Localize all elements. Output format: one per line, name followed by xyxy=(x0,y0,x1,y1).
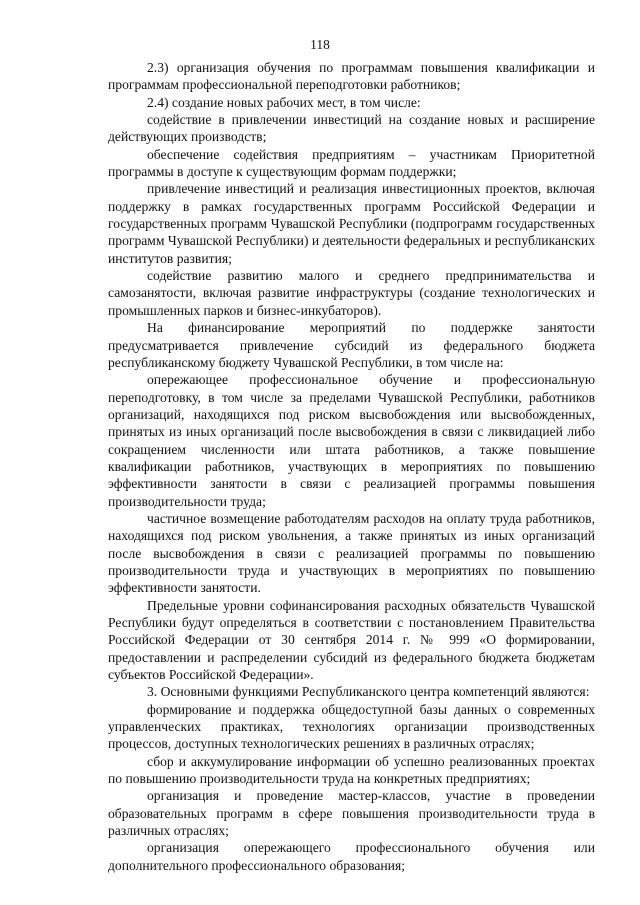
paragraph: 2.3) организация обучения по программам повышения квалификации и программам профессиональной переподготовки работников; xyxy=(108,60,595,93)
paragraph: содействие развитию малого и среднего предпринимательства и самозанятости, включая развитие инфраструктуры (создание технологических и промышленных парков и бизнес-инкубаторов). xyxy=(108,268,595,318)
paragraph: организация и проведение мастер-классов, участие в проведении образовательных программ в сфере повышения производительности труда в различных отраслях; xyxy=(108,788,595,839)
paragraph: 2.4) создание новых рабочих мест, в том числе: xyxy=(147,94,421,110)
body-text xyxy=(108,59,595,874)
paragraph: опережающее профессиональное обучение и профессиональную переподготовку, в том числе за пределами Чувашской Республики, работников организаций, находящихся под риском высвобождения или высвобожденных, принятых из иных организаций после высвобождения в связи с ликвидацией либо сокращением численности или штата работников, а также повышение квалификации работников, участвующих в мероприятиях по повышению эффективности занятости в связи с реализацией программы повышения производительности труда; xyxy=(108,372,595,509)
paragraph: обеспечение содействия предприятиям – участникам Приоритетной программы в доступе к существующим формам поддержки; xyxy=(108,146,595,180)
paragraph: сбор и аккумулирование информации об успешно реализованных проектах по повышению производительности труда на конкретных предприятиях; xyxy=(108,753,595,787)
paragraph: На финансирование мероприятий по поддержке занятости предусматривается привлечение субсидий из федерального бюджета республиканскому бюджету Чувашской Республики, в том числе на: xyxy=(108,320,595,370)
paragraph: формирование и поддержка общедоступной базы данных о современных управленческих практиках, технологиях организации производственных процессов, доступных технологических решениях в различных отраслях; xyxy=(108,701,595,752)
paragraph: организация опережающего профессионального обучения или дополнительного профессионального образования; xyxy=(108,840,595,873)
page-number: 118 xyxy=(310,37,330,52)
paragraph: Предельные уровни софинансирования расходных обязательств Чувашской Республики будут определяться в соответствии с постановлением Правительства Российской Федерации от 30 сентября 2014 г. № 999 «О формировании, предоставлении и распределении субсидий из федерального бюджета бюджетам субъектов Российской Федерации». xyxy=(108,597,595,683)
paragraph: частичное возмещение работодателям расходов на оплату труда работников, находящихся под риском увольнения, а также принятых из иных организаций после высвобождения в связи с реализацией программы по повышению производительности труда и участвующих в мероприятиях по повышению эффективности занятости. xyxy=(108,510,595,596)
paragraph: привлечение инвестиций и реализация инвестиционных проектов, включая поддержку в рамках государственных программ Российской Федерации и государственных программ Чувашской Республики (подпрограмм государственных программ Чувашской Республики) и деятельности федеральных и республиканских институтов развития; xyxy=(108,181,595,266)
paragraph: 3. Основными функциями Республиканского центра компетенций являются: xyxy=(147,684,590,700)
paragraph: содействие в привлечении инвестиций на создание новых и расширение действующих производств; xyxy=(108,112,595,145)
